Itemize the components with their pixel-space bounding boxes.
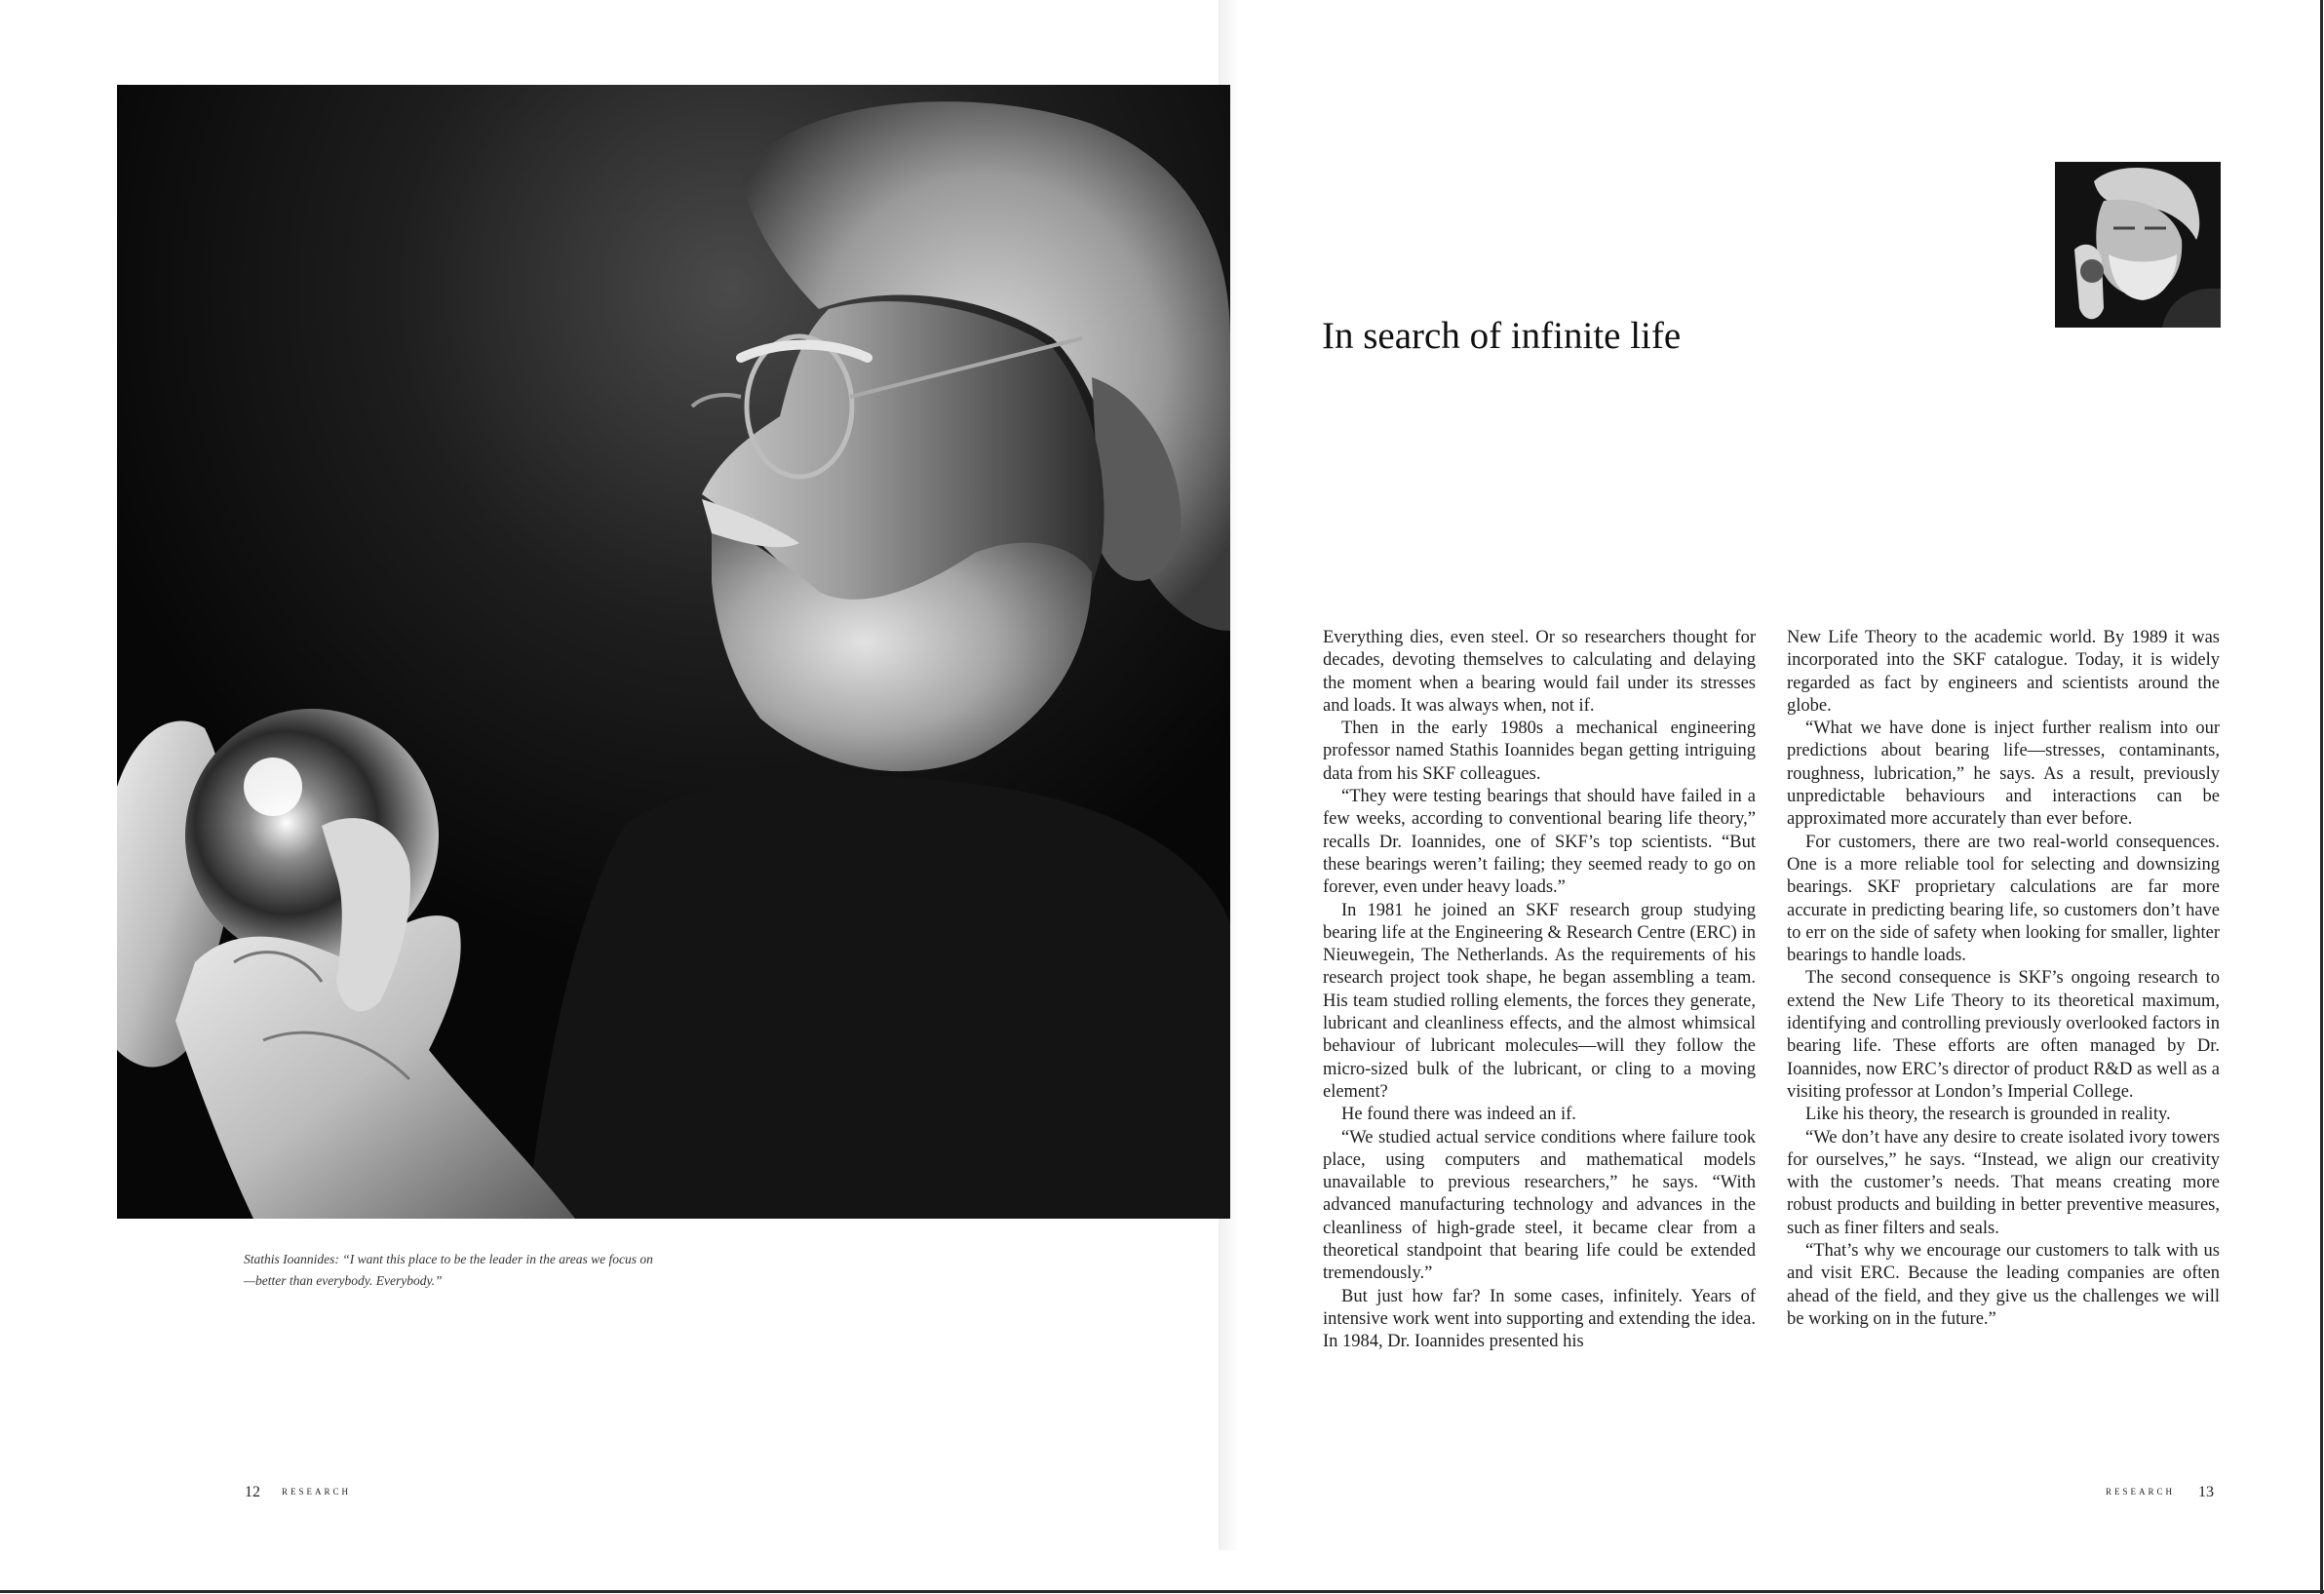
page-number-right: 13 <box>2198 1484 2215 1500</box>
page-number-left: 12 <box>245 1484 260 1500</box>
thumbnail-portrait <box>2055 162 2221 328</box>
article-headline: In search of infinite life <box>1322 315 1682 357</box>
paragraph: He found there was indeed an if. <box>1341 1105 1576 1125</box>
portrait-illustration <box>117 85 1230 1219</box>
paragraph: In 1981 he joined an SKF research group studying bearing life at the Engineering & Research Centre (ERC) in Nieuwegein, The Netherlands. As the requirements of his research project took shape, he began assembling a team. His team studied rolling elements, the forces they generate, lubricant and cleanliness effects, and the almost whimsical behaviour of lubricant molecules—will they follow the micro-sized bulk of the lubricant, or cling to a moving element? <box>1323 900 1756 1102</box>
scan-edge-right <box>2320 0 2323 1594</box>
paragraph: The second consequence is SKF’s ongoing research to extend the New Life Theory to its theoretical maximum, identifying and controlling previously overlooked factors in bearing life. These efforts are often managed by Dr. Ioannides, now ERC’s director of product R&D as well as a visiting professor at London’s Imperial College. <box>1787 968 2220 1102</box>
paragraph: “What we have done is inject further realism into our predictions about bearing life—stresses, contaminants, roughness, lubrication,” he says. As a result, previously unpredictable behaviours and interactions can be approximated more accurately than ever before. <box>1787 719 2220 830</box>
photo-caption: Stathis Ioannides: “I want this place to be the leader in the areas we focus on—better than everybody. Everybody.” <box>244 1252 653 1288</box>
page-footer-left <box>245 1484 351 1501</box>
article-column-2 <box>1787 627 2220 1331</box>
scan-edge-bottom <box>0 1590 2324 1593</box>
paragraph: Like his theory, the research is grounded in reality. <box>1805 1105 2171 1125</box>
article-column-1 <box>1323 627 1756 1354</box>
paragraph: For customers, there are two real-world consequences. One is a more reliable tool for selecting and downsizing bearings. SKF proprietary calculations are far more accurate in predicting bearing life, so customers don’t have to err on the side of safety when looking for smaller, lighter bearings to handle loads. <box>1787 832 2220 966</box>
portrait-photo <box>117 85 1230 1219</box>
running-head-right: RESEARCH <box>2106 1487 2176 1497</box>
paragraph: Then in the early 1980s a mechanical engineering professor named Stathis Ioannides began getting intriguing data from his SKF colleagues. <box>1323 719 1756 784</box>
paragraph: “We don’t have any desire to create isolated ivory towers for ourselves,” he says. “Instead, we align our creativity with the customer’s needs. That means creating more robust products and building in better preventive measures, such as finer filters and seals. <box>1787 1127 2220 1238</box>
paragraph: Everything dies, even steel. Or so researchers thought for decades, devoting themselves to calculating and delaying the moment when a bearing would fail under its stresses and loads. It was always when, not if. <box>1323 628 1756 716</box>
paragraph: New Life Theory to the academic world. By 1989 it was incorporated into the SKF catalogue. Today, it is widely regarded as fact by engineers and scientists around the globe. <box>1787 628 2220 716</box>
page-footer-right <box>2106 1484 2214 1501</box>
paragraph: But just how far? In some cases, infinitely. Years of intensive work went into supporting and extending the idea. In 1984, Dr. Ioannides presented his <box>1323 1286 1756 1352</box>
paragraph: “They were testing bearings that should have failed in a few weeks, according to conventional bearing life theory,” recalls Dr. Ioannides, one of SKF’s top scientists. “But these bearings weren’t failing; they seemed ready to go on forever, even under heavy loads.” <box>1323 787 1756 898</box>
thumbnail-illustration <box>2055 162 2221 328</box>
paragraph: “We studied actual service conditions where failure took place, using computers and mathematical models unavailable to previous researchers,” he says. “With advanced manufacturing technology and advances in the cleanliness of high-grade steel, it became clear from a theoretical standpoint that bearing life could be extended tremendously.” <box>1323 1127 1756 1284</box>
running-head-left: RESEARCH <box>282 1487 352 1497</box>
paragraph: “That’s why we encourage our customers to talk with us and visit ERC. Because the leading companies are often ahead of the field, and they give us the challenges we will be working on in the future.” <box>1787 1241 2220 1329</box>
